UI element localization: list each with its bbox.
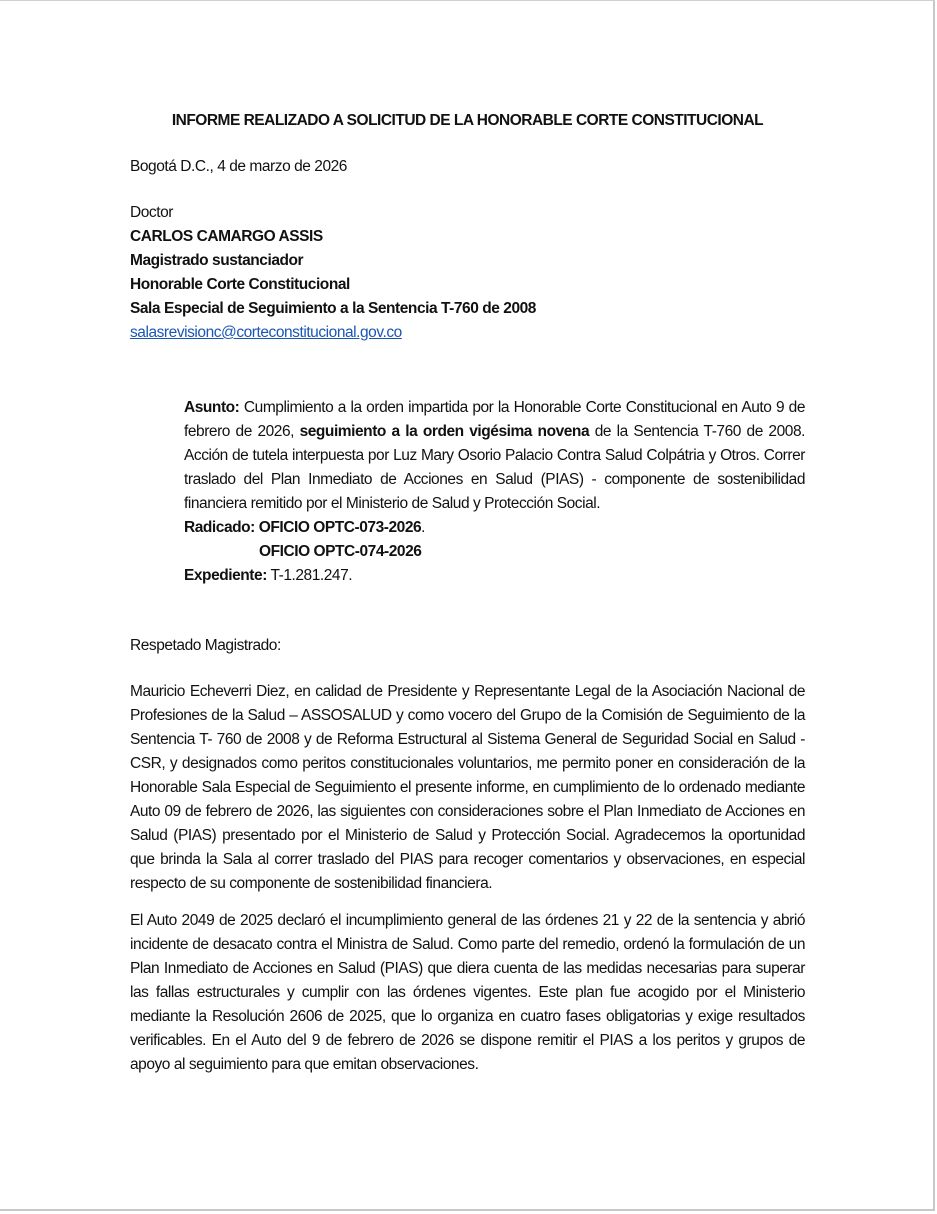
- recipient-division: Sala Especial de Seguimiento a la Sentencia T-760 de 2008: [130, 300, 536, 317]
- recipient-email-link[interactable]: salasrevisionc@corteconstitucional.gov.co: [130, 324, 402, 341]
- radicado-value-2: OFICIO OPTC-074-2026: [259, 543, 422, 560]
- asunto-text-2: de la Sentencia T-760 de 2008. Acción de tutela interpuesta por Luz Mary Osorio Palacio Contra Salud Colpátria y Otros. Correr traslado del Plan Inmediato de Acciones en Salud (PIAS) - componente de sostenibilidad financiera remitido por el Ministerio de Salud y Protección Social.: [184, 423, 805, 512]
- document-title: INFORME REALIZADO A SOLICITUD DE LA HONORABLE CORTE CONSTITUCIONAL: [171, 112, 764, 129]
- asunto-paragraph: [184, 396, 805, 516]
- radicado-label: Radicado:: [184, 519, 255, 536]
- recipient-salutation: Doctor: [130, 204, 173, 221]
- date-line: Bogotá D.C., 4 de marzo de 2026: [130, 158, 347, 175]
- radicado-value-1: OFICIO OPTC-073-2026: [254, 519, 422, 536]
- recipient-name: CARLOS CAMARGO ASSIS: [130, 228, 323, 245]
- asunto-bold: seguimiento a la orden vigésima novena: [299, 423, 590, 440]
- asunto-text-1: Cumplimiento a la orden impartida por la Honorable Corte Constitucional en Auto 9 de febrero de 2026,: [184, 399, 805, 440]
- radicado-suffix: .: [421, 519, 426, 536]
- greeting: Respetado Magistrado:: [130, 637, 281, 654]
- expediente-label: Expediente:: [184, 567, 267, 584]
- reference-block: [184, 396, 805, 588]
- body-paragraph-2: El Auto 2049 de 2025 declaró el incumplimiento general de las órdenes 21 y 22 de la sentencia y abrió incidente de desacato contra el Ministra de Salud. Como parte del remedio, ordenó la formulación de un Plan Inmediato de Acciones en Salud (PIAS) que diera cuenta de las medidas necesarias para superar las fallas estructurales y cumplir con las órdenes vigentes. Este plan fue acogido por el Ministerio mediante la Resolución 2606 de 2025, que lo organiza en cuatro fases obligatorias y exige resultados verificables. En el Auto del 9 de febrero de 2026 se dispone remitir el PIAS a los peritos y grupos de apoyo al seguimiento para que emitan observaciones.: [130, 912, 805, 1073]
- radicado-line: [184, 516, 805, 540]
- radicado-line-2: [184, 540, 805, 564]
- recipient-role: Magistrado sustanciador: [130, 252, 304, 269]
- body-paragraph-1: Mauricio Echeverri Diez, en calidad de Presidente y Representante Legal de la Asociación Nacional de Profesiones de la Salud – ASSOSALUD y como vocero del Grupo de la Comisión de Seguimiento de la Sentencia T- 760 de 2008 y de Reforma Estructural al Sistema General de Seguridad Social en Salud -CSR, y designados como peritos constitucionales voluntarios, me permito poner en consideración de la Honorable Sala Especial de Seguimiento el presente informe, en cumplimiento de lo ordenado mediante Auto 09 de febrero de 2026, las siguientes con consideraciones sobre el Plan Inmediato de Acciones en Salud (PIAS) presentado por el Ministerio de Salud y Protección Social. Agradecemos la oportunidad que brinda la Sala al correr traslado del PIAS para recoger comentarios y observaciones, en especial respecto de su componente de sostenibilidad financiera.: [130, 683, 805, 892]
- expediente-value: T-1.281.247.: [266, 567, 353, 584]
- asunto-label: Asunto:: [184, 399, 240, 416]
- expediente-line: [184, 564, 805, 588]
- recipient-institution: Honorable Corte Constitucional: [130, 276, 350, 293]
